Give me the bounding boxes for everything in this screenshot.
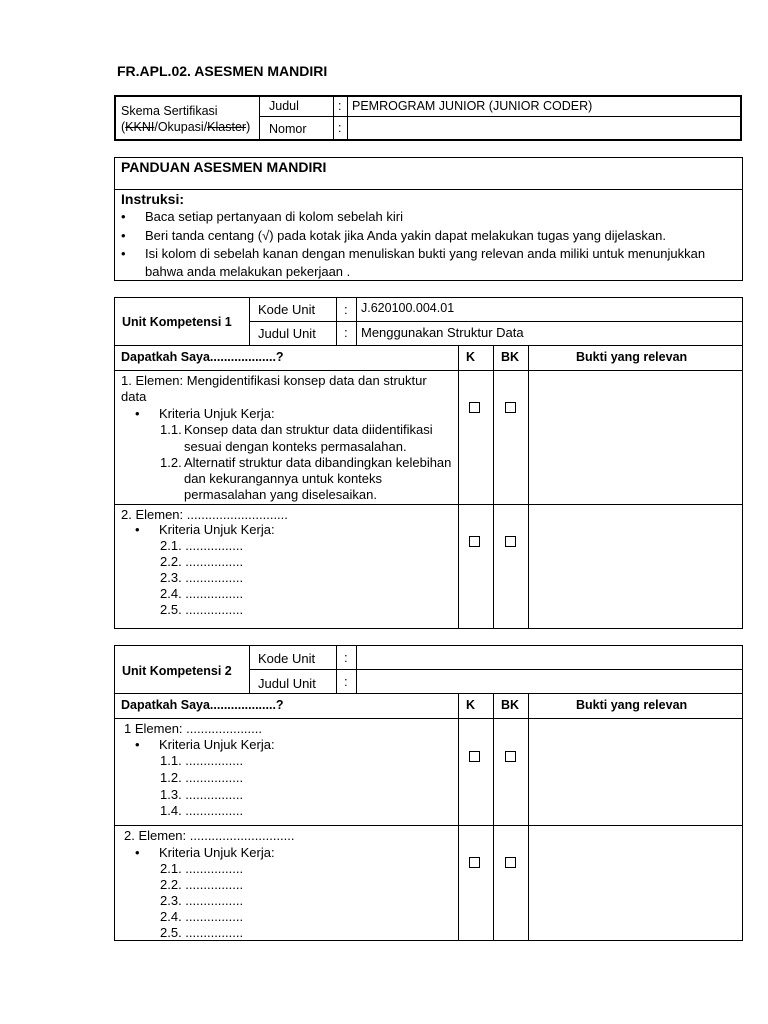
kuk-item: 2.3. ................ [160,570,244,585]
kuk-label: • Kriteria Unjuk Kerja: [159,845,275,860]
unit1-title: Unit Kompetensi 1 [122,315,232,329]
elemen-label: 1 Elemen: ..................... [124,721,262,736]
colon: : [338,99,342,113]
bukti-header: Bukti yang relevan [576,698,688,712]
kuk-text: permasalahan yang diselesaikan. [184,487,377,502]
unit1-judul-value: Menggunakan Struktur Data [361,325,524,340]
unit1-kode-value: J.620100.004.01 [361,301,455,315]
elemen-label-cont: data [121,389,147,404]
unit2-title: Unit Kompetensi 2 [122,664,232,678]
skema-label-types: (KKNI/Okupasi/Klaster) [121,120,251,134]
colon: : [344,674,348,689]
instruction-item-cont: bahwa anda melakukan pekerjaan . [145,264,351,279]
elemen-label: 2. Elemen: ............................ [121,507,288,522]
colon: : [344,325,348,340]
kuk-item: 1.4. ................ [160,803,244,818]
kuk-item: 2.3. ................ [160,893,244,908]
panduan-heading: PANDUAN ASESMEN MANDIRI [121,159,327,175]
k-checkbox[interactable] [469,402,480,413]
unit1-judul-label: Judul Unit [258,326,316,341]
skema-label: Skema Sertifikasi [121,104,218,118]
kuk-item: 1.3. ................ [160,787,244,802]
bk-checkbox[interactable] [505,751,516,762]
instruction-item: • Baca setiap pertanyaan di kolom sebelah kiri [145,209,403,224]
unit2-judul-label: Judul Unit [258,676,316,691]
skema-nomor-label: Nomor [269,122,307,136]
kuk-item: 2.1. ................ [160,861,244,876]
bk-checkbox[interactable] [505,536,516,547]
kuk-label: • Kriteria Unjuk Kerja: [159,406,275,421]
bk-checkbox[interactable] [505,402,516,413]
kuk-item: 2.1. ................ [160,538,244,553]
kuk-item: 2.5. ................ [160,602,244,617]
kuk-num: 1.2. [160,455,182,470]
kuk-text: sesuai dengan konteks permasalahan. [184,439,407,454]
document-title: FR.APL.02. ASESMEN MANDIRI [117,63,328,79]
colon: : [344,650,348,665]
bk-checkbox[interactable] [505,857,516,868]
kuk-label: • Kriteria Unjuk Kerja: [159,522,275,537]
colon: : [338,121,342,135]
colon: : [344,302,348,317]
skema-judul-label: Judul [269,99,299,113]
instruction-item: • Beri tanda centang (√) pada kotak jika Anda yakin dapat melakukan tugas yang dijelaskan. [145,228,666,243]
k-checkbox[interactable] [469,751,480,762]
kuk-item: 2.2. ................ [160,554,244,569]
kuk-item: 2.4. ................ [160,586,244,601]
bk-header: BK [501,698,520,712]
kuk-item: 1.2. ................ [160,770,244,785]
bukti-header: Bukti yang relevan [576,350,688,364]
question-header: Dapatkah Saya...................? [121,350,284,364]
kuk-text: dan kekurangannya untuk konteks [184,471,383,486]
elemen-label: 2. Elemen: ............................. [124,828,295,843]
instruction-item: • Isi kolom di sebelah kanan dengan menuliskan bukti yang relevan anda miliki untuk menunjukkan [145,246,705,261]
skema-judul-value: PEMROGRAM JUNIOR (JUNIOR CODER) [352,99,593,113]
instruksi-label: Instruksi: [121,191,185,207]
unit1-kode-label: Kode Unit [258,302,316,317]
kuk-item: 1.1. ................ [160,753,244,768]
k-checkbox[interactable] [469,536,480,547]
kuk-item: 2.4. ................ [160,909,244,924]
k-header: K [466,350,476,364]
elemen-label: 1. Elemen: Mengidentifikasi konsep data dan struktur [121,373,427,388]
kuk-num: 1.1. [160,422,182,437]
kuk-text: Alternatif struktur data dibandingkan kelebihan [184,455,452,470]
bk-header: BK [501,350,520,364]
question-header: Dapatkah Saya...................? [121,698,284,712]
kuk-label: • Kriteria Unjuk Kerja: [159,737,275,752]
kuk-item: 2.2. ................ [160,877,244,892]
kuk-text: Konsep data dan struktur data diidentifikasi [184,422,433,437]
unit2-kode-label: Kode Unit [258,651,316,666]
k-header: K [466,698,476,712]
k-checkbox[interactable] [469,857,480,868]
kuk-item: 2.5. ................ [160,925,244,940]
